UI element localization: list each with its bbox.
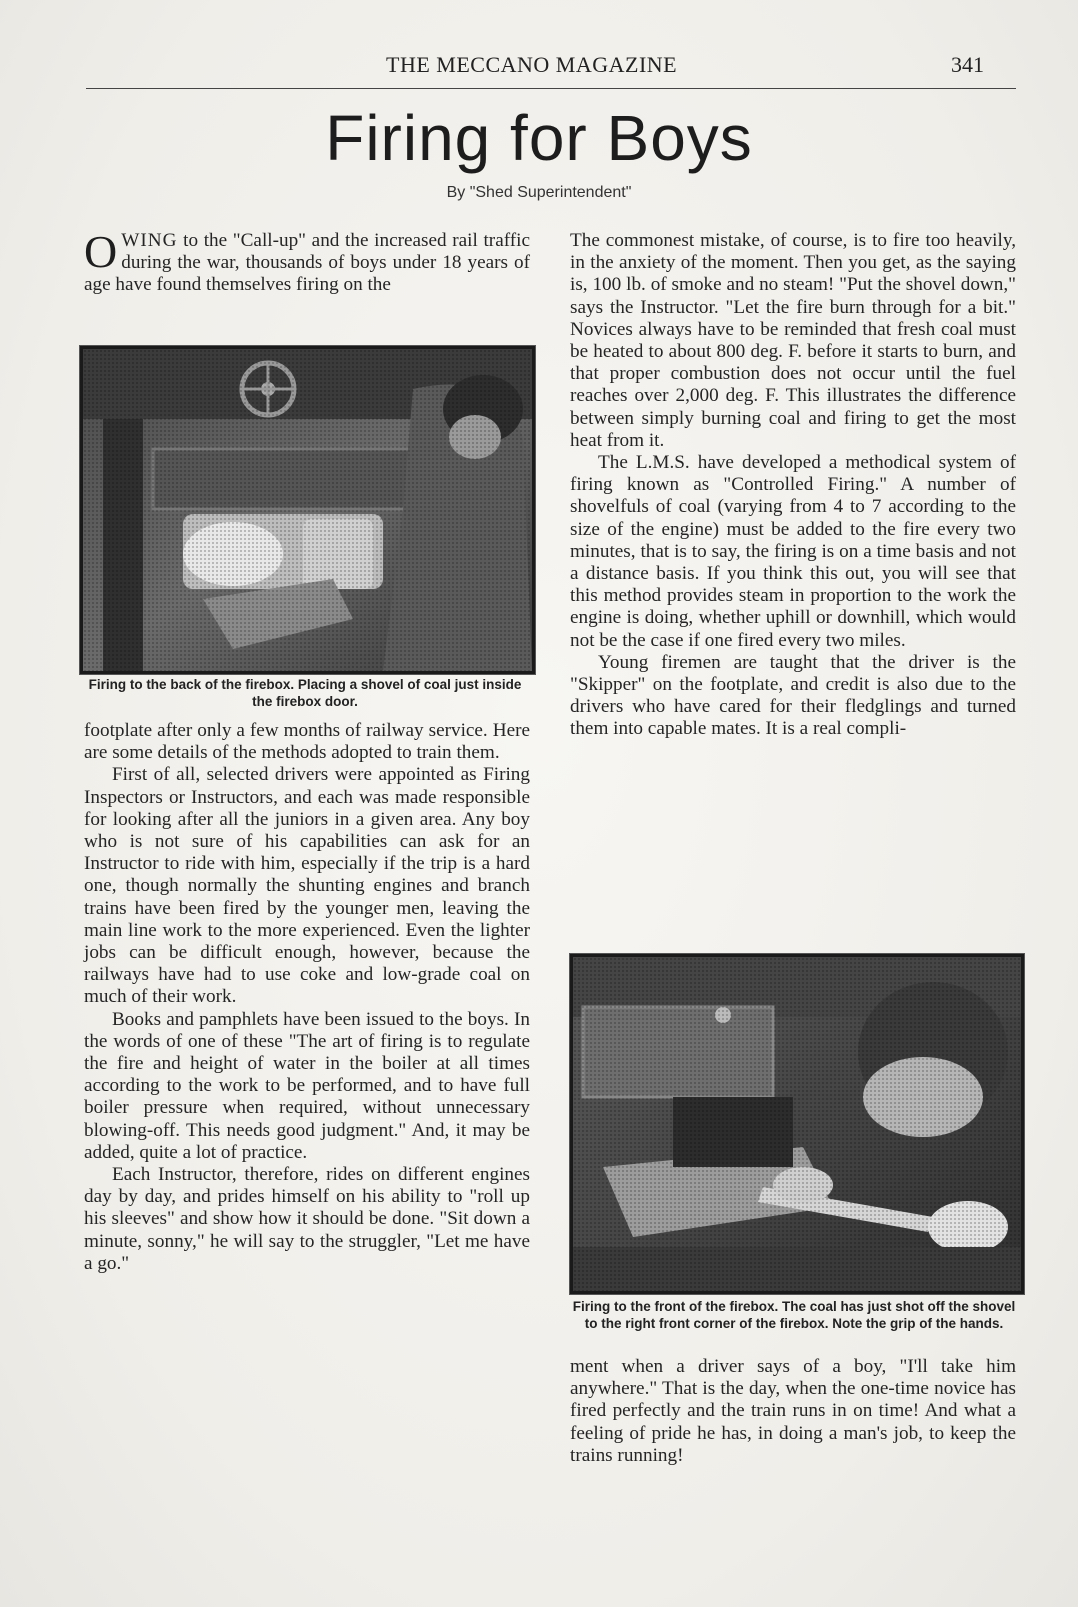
right-column-closing [570, 1356, 1016, 1467]
firebox-back-image [83, 349, 532, 671]
photo-front-of-firebox [570, 954, 1024, 1294]
drop-cap: O [84, 226, 118, 277]
page-number: 341 [951, 52, 984, 77]
left-paragraph-1: footplate after only a few months of railway service. Here are some details of the methods adopted to train them. [84, 720, 530, 764]
article-byline: By "Shed Superintendent" [446, 184, 632, 201]
right-paragraph-2: The L.M.S. have developed a methodical system of firing known as "Controlled Firing." A number of shovelfuls of coal (varying from 4 to 7 according to the size of the engine) must be added to the fire every two minutes, that is to say, the firing is on a time basis and not a distance basis. If you think this out, you will see that this method provides steam in proportion to the work the engine is doing, whether uphill or downhill, which would not be the case if one fired every two miles. [570, 452, 1016, 651]
left-paragraph-3: Books and pamphlets have been issued to the boys. In the words of one of these "The art of firing is to regulate the fire and height of water in the boiler at all times according to the work to be performed, and to have full boiler pressure when required, without unnecessary blowing-off. This needs good judgment." And, it may be added, quite a lot of practice. [84, 1008, 530, 1163]
article-title: Firing for Boys [325, 102, 753, 174]
left-column-opening [84, 226, 530, 297]
right-paragraph-1: The commonest mistake, of course, is to fire too heavily, in the anxiety of the moment. Then you get, as the saying is, 100 lb. of smoke and no steam! "Put the shovel down," says the Instructor. "Let the fire burn through for a bit." Novices always have to be reminded that fresh coal must be heated to about 800 deg. F. before it starts to burn, and that proper combustion does not occur until the fuel reaches over 2,000 deg. F. This illustrates the difference between simply burning coal and firing to get the most heat from it. [570, 230, 1016, 451]
caption-front-of-firebox: Firing to the front of the firebox. The coal has just shot off the shovel to the right front corner of the firebox. Note the grip of the hands. [572, 1299, 1016, 1331]
right-closing-paragraph: ment when a driver says of a boy, "I'll take him anywhere." That is the day, when the one-time novice has fired perfectly and the train runs in on time! And what a feeling of pride he has, in doing a man's job, to keep the trains running! [570, 1356, 1016, 1466]
right-column-body [570, 230, 1016, 741]
left-column-body [84, 720, 530, 1275]
left-paragraph-2: First of all, selected drivers were appointed as Firing Inspectors or Instructors, and each was made responsible for looking after all the juniors in a given area. Any boy who is not sure of his capabilities can ask for an Instructor to ride with him, especially if the trip is a hard one, though normally the shunting engines and branch trains have been fired by the younger men, leaving the main line work to the more experienced. Even the lighter jobs can be difficult enough, however, because the railways have had to use coke and low-grade coal on much of their work. [84, 764, 530, 1008]
right-paragraph-3: Young firemen are taught that the driver is the "Skipper" on the footplate, and credit is also due to the drivers who have cared for their fledglings and turned them into capable mates. It is a real compli- [570, 651, 1016, 740]
opening-paragraph [84, 226, 530, 297]
photo-back-of-firebox [80, 346, 535, 674]
opening-text: to the "Call-up" and the increased rail traffic during the war, thousands of boys under 18 years of age have found themselves firing on the [84, 230, 530, 296]
magazine-name: THE MECCANO MAGAZINE [386, 52, 678, 77]
opening-smallcaps: WING [121, 230, 178, 251]
left-paragraph-4: Each Instructor, therefore, rides on different engines day by day, and prides himself on his ability to "roll up his sleeves" and show how it should be done. "Sit down a minute, sonny," he will say to the struggler, "Let me have a go." [84, 1164, 530, 1274]
caption-back-of-firebox: Firing to the back of the firebox. Placing a shovel of coal just inside the firebox door. [88, 677, 522, 709]
firebox-front-image [573, 957, 1021, 1291]
running-header [86, 48, 1016, 89]
